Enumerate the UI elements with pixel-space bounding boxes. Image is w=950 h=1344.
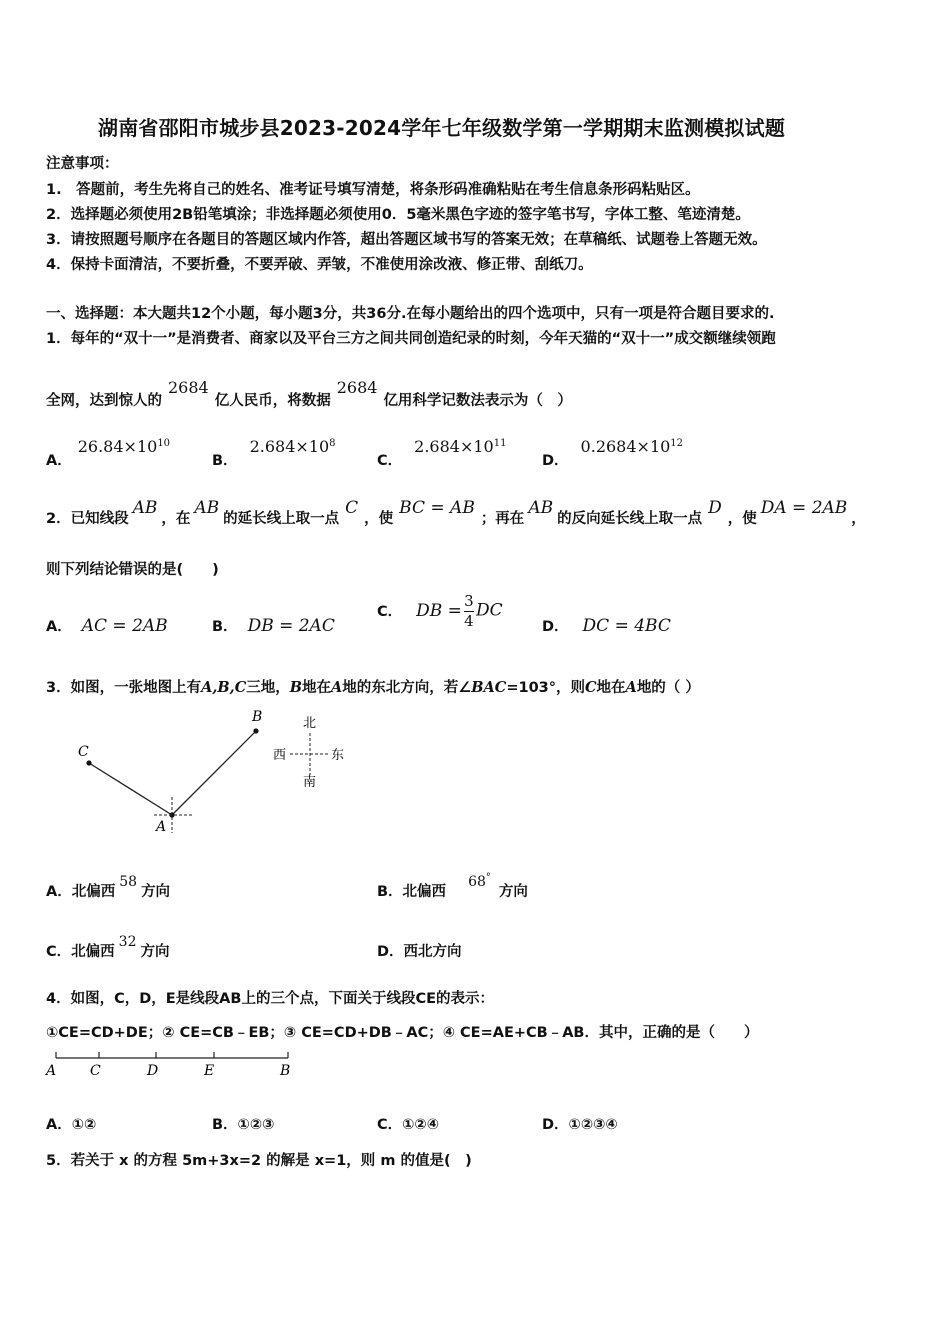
option-label: B． [212, 453, 238, 469]
q2-option-a[interactable] [46, 615, 168, 636]
notice-heading: 注意事项： [46, 156, 119, 172]
q2-text-1: 2．已知线段 [46, 511, 129, 527]
q1-number-2: 2684 [336, 378, 378, 397]
label-a: A [156, 819, 167, 835]
option-degree-unit: ° [485, 872, 491, 884]
option-times: ×10 [636, 437, 671, 456]
q2-option-c[interactable] [377, 594, 503, 629]
option-degree: 68 [468, 874, 486, 890]
q3-text-3: 地在 [302, 680, 332, 696]
q1-text-a: 全网，达到惊人的 [46, 393, 162, 409]
option-coef: 0.2684 [580, 437, 637, 456]
q2-line1 [46, 498, 866, 528]
option-rhs: DC [475, 600, 503, 621]
compass-west-label: 西 [273, 748, 287, 763]
q3-text-2: 三地， [246, 680, 290, 696]
option-exp: 12 [670, 438, 684, 450]
q5-line: 5．若关于 x 的方程 5m+3x=2 的解是 x=1，则 m 的值是( ) [46, 1153, 472, 1169]
q2-text-4: ，使 [364, 511, 394, 527]
q3-text-7: 地的（ ） [636, 680, 700, 696]
q2-text-2: ，在 [161, 511, 191, 527]
option-coef: 2.684 [249, 437, 296, 456]
q3-map-figure [70, 705, 360, 835]
q1-option-c[interactable] [377, 436, 507, 469]
q3-text-4: 地的东北方向，若∠ [342, 680, 472, 696]
option-exp: 10 [157, 438, 171, 450]
q4-line2: ①CE=CD+DE；② CE=CB﹣EB；③ CE=CD+DB﹣AC；④ CE=AE+CB﹣AB．其中，正确的是（ ） [46, 1025, 759, 1041]
option-expr: DC = 4BC [582, 616, 671, 636]
q2-text-5: ；再在 [480, 511, 525, 527]
option-label: C． [377, 603, 403, 620]
q2-d: D [708, 498, 722, 518]
option-label: D． [542, 619, 569, 635]
point-b [253, 728, 258, 733]
fraction-denominator: 4 [464, 612, 474, 630]
q3-option-b[interactable] [377, 872, 528, 901]
option-degree: 58 [119, 874, 138, 890]
compass-south-label: 南 [303, 775, 317, 790]
q2-ab-2: AB [194, 498, 220, 518]
fraction [464, 594, 474, 629]
q3-text-1: 3．如图，一张地图上有 [46, 680, 202, 696]
q2-eq1: BC = AB [399, 498, 475, 518]
option-coef: 2.684 [414, 437, 460, 456]
compass-north-label: 北 [303, 716, 317, 731]
q2-c: C [345, 498, 359, 518]
q1-text-c: 亿用科学记数法表示为（ ） [383, 393, 572, 409]
q2-option-b[interactable] [212, 615, 335, 636]
q4-line1: 4．如图，C，D，E是线段AB上的三个点，下面关于线段CE的表示： [46, 991, 494, 1007]
q2-option-d[interactable] [542, 615, 671, 636]
option-label: C．北偏西 [46, 944, 115, 960]
notice-item-2: 2．选择题必须使用2B铅笔填涂；非选择题必须使用0．5毫米黑色字迹的签字笔书写，字体工整、笔迹清楚。 [46, 207, 750, 223]
point-c [86, 760, 91, 765]
q1-option-a[interactable] [46, 436, 171, 469]
option-tail: 方向 [498, 884, 528, 900]
q1-option-b[interactable] [212, 436, 336, 469]
q2-ab-3: AB [528, 498, 554, 518]
option-label: A． [46, 453, 72, 469]
q3-a: A [331, 679, 343, 696]
option-tail: 方向 [140, 944, 170, 960]
option-times: ×10 [459, 437, 494, 456]
q4-option-d[interactable]: D．①②③④ [542, 1117, 618, 1133]
option-label: C． [377, 453, 403, 469]
option-tail: 方向 [141, 884, 171, 900]
label-c: C [78, 744, 89, 760]
label-e: E [204, 1063, 215, 1079]
q2-ab: AB [132, 498, 158, 518]
q2-line2: 则下列结论错误的是( ) [46, 562, 219, 578]
q3-a-2: A [625, 679, 637, 696]
compass-east-label: 东 [331, 748, 345, 763]
notice-item-4: 4．保持卡面清洁，不要折叠，不要弄破、弄皱，不准使用涂改液、修正带、刮纸刀。 [46, 257, 593, 273]
q3-b: B [289, 679, 303, 696]
option-expr: DB = 2AC [247, 616, 335, 636]
segment-ab [172, 731, 256, 815]
q3-text-6: 地在 [596, 680, 626, 696]
label-b: B [252, 709, 263, 725]
q4-segment-figure [44, 1046, 294, 1082]
q1-number: 2684 [168, 378, 209, 397]
option-times: ×10 [123, 437, 158, 456]
page-title: 湖南省邵阳市城步县2023-2024学年七年级数学第一学期期末监测模拟试题 [98, 116, 786, 140]
q4-option-a[interactable]: A．①② [46, 1117, 97, 1133]
option-label: D．西北方向 [377, 944, 462, 960]
q2-text-6: 的反向延长线上取一点 [557, 511, 703, 527]
q3-c: C [585, 679, 597, 696]
option-exp: 11 [493, 438, 507, 450]
option-degree: 32 [118, 934, 137, 950]
q2-eq2: DA = 2AB [760, 498, 848, 518]
q2-text-7: ，使 [727, 511, 757, 527]
option-label: A． [46, 619, 72, 635]
label-a: A [46, 1063, 57, 1079]
option-label: B．北偏西 [377, 884, 447, 900]
q4-option-c[interactable]: C．①②④ [377, 1117, 439, 1133]
q3-line1 [46, 676, 700, 697]
notice-item-3: 3．请按照题号顺序在各题目的答题区域内作答，超出答题区域书写的答案无效；在草稿纸、试题卷上答题无效。 [46, 232, 767, 248]
q3-option-c[interactable] [46, 934, 170, 961]
label-c: C [90, 1063, 101, 1079]
q3-angle: BAC [471, 679, 507, 696]
label-d: D [147, 1063, 159, 1079]
option-exp: 8 [329, 438, 336, 450]
option-expr: AC = 2AB [81, 616, 168, 636]
fraction-numerator: 3 [464, 592, 474, 610]
q2-text-8: ， [851, 511, 866, 527]
q4-option-b[interactable]: B．①②③ [212, 1117, 275, 1133]
option-label: B． [212, 619, 238, 635]
q2-text-3: 的延长线上取一点 [223, 511, 340, 527]
segment-ac [89, 763, 172, 815]
option-label: A．北偏西 [46, 884, 116, 900]
q1-option-d[interactable] [542, 436, 684, 469]
option-label: D． [542, 453, 569, 469]
q3-option-d[interactable] [377, 940, 462, 961]
option-lhs: DB = [416, 600, 462, 621]
section-heading: 一、选择题：本大题共12个小题，每小题3分，共36分.在每小题给出的四个选项中，只有一项是符合题目要求的. [46, 306, 775, 322]
q1-text-b: 亿人民币，将数据 [214, 393, 331, 409]
q3-option-a[interactable] [46, 874, 171, 901]
option-coef: 26.84 [77, 437, 124, 456]
notice-item-1: 1. 答题前，考生先将自己的姓名、准考证号填写清楚，将条形码准确粘贴在考生信息条形码粘贴区。 [46, 182, 700, 198]
q1-line1: 1．每年的“双十一”是消费者、商家以及平台三方之间共同创造纪录的时刻，今年天猫的“双十一”成交额继续领跑 [46, 331, 776, 347]
q3-points: A,B,C [201, 679, 247, 696]
label-b: B [280, 1063, 291, 1079]
q1-line2 [46, 378, 572, 410]
option-times: ×10 [295, 437, 330, 456]
q3-text-5: =103°，则 [506, 680, 585, 696]
